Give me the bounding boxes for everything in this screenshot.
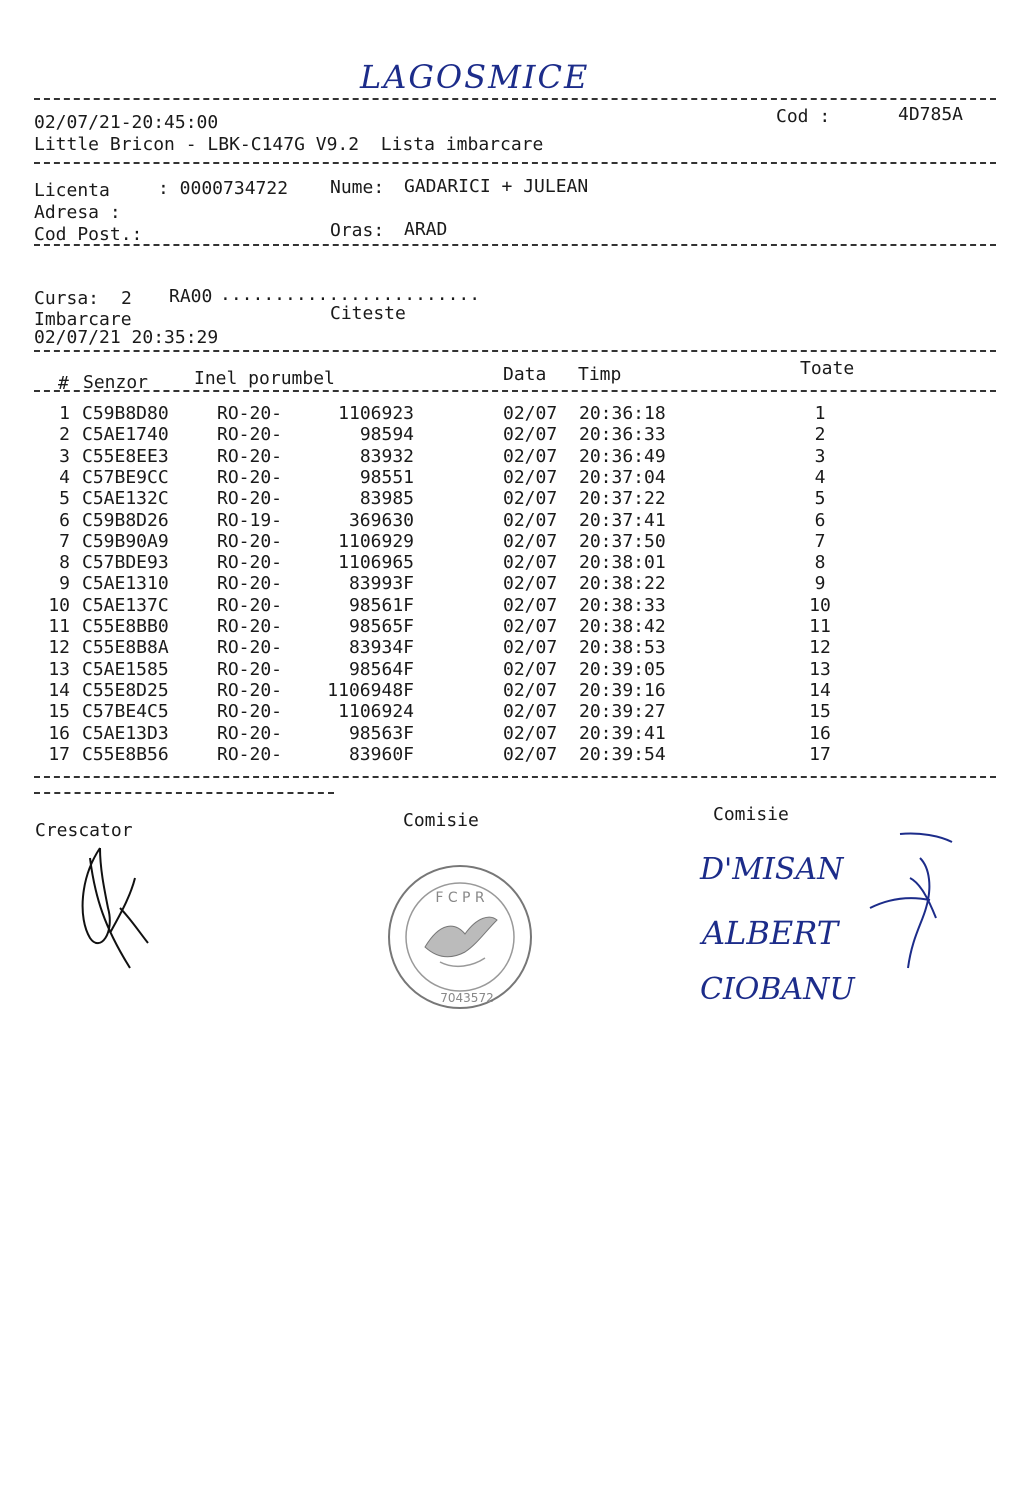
row-number: 17 bbox=[48, 744, 70, 765]
overall-rank: 9 bbox=[814, 573, 826, 594]
cursa-value: 2 bbox=[121, 288, 132, 309]
overall-rank: 1 bbox=[814, 403, 826, 424]
ring-prefix: RO-20- bbox=[217, 723, 283, 744]
divider bbox=[34, 244, 996, 246]
table-row bbox=[34, 488, 996, 509]
row-number: 1 bbox=[59, 403, 70, 424]
sensor-id: C5AE137C bbox=[82, 595, 169, 616]
ring-prefix: RO-20- bbox=[217, 637, 283, 658]
ring-prefix: RO-20- bbox=[217, 616, 283, 637]
cod-value: 4D785A bbox=[898, 104, 964, 125]
table-row bbox=[34, 510, 996, 531]
sensor-id: C5AE132C bbox=[82, 488, 169, 509]
table-row bbox=[34, 531, 996, 552]
divider bbox=[34, 390, 996, 392]
arrival-date: 02/07 bbox=[503, 531, 558, 552]
ring-prefix: RO-20- bbox=[217, 467, 283, 488]
row-number: 13 bbox=[48, 659, 70, 680]
licenta-value: : 0000734722 bbox=[158, 178, 289, 199]
ring-number: 1106965 bbox=[338, 552, 414, 573]
arrival-time: 20:37:22 bbox=[579, 488, 666, 509]
arrival-date: 02/07 bbox=[503, 595, 558, 616]
ring-prefix: RO-20- bbox=[217, 701, 283, 722]
row-number: 14 bbox=[48, 680, 70, 701]
overall-rank: 7 bbox=[814, 531, 826, 552]
ring-prefix: RO-20- bbox=[217, 680, 283, 701]
overall-rank: 17 bbox=[809, 744, 831, 765]
ring-prefix: RO-20- bbox=[217, 744, 283, 765]
sensor-id: C59B8D80 bbox=[82, 403, 169, 424]
divider bbox=[34, 350, 996, 352]
arrival-time: 20:39:54 bbox=[579, 744, 666, 765]
ring-prefix: RO-19- bbox=[217, 510, 283, 531]
divider bbox=[34, 792, 334, 794]
table-row bbox=[34, 403, 996, 424]
overall-rank: 6 bbox=[814, 510, 826, 531]
comisie-label-2: Comisie bbox=[713, 804, 789, 825]
comisie-label-1: Comisie bbox=[403, 810, 479, 831]
overall-rank: 16 bbox=[809, 723, 831, 744]
commission-name-3: CIOBANU bbox=[700, 972, 855, 1007]
sensor-id: C57BDE93 bbox=[82, 552, 169, 573]
arrival-time: 20:38:22 bbox=[579, 573, 666, 594]
table-row bbox=[34, 616, 996, 637]
overall-rank: 2 bbox=[814, 424, 826, 445]
arrival-time: 20:36:18 bbox=[579, 403, 666, 424]
divider bbox=[34, 162, 996, 164]
sensor-id: C57BE4C5 bbox=[82, 701, 169, 722]
row-number: 3 bbox=[59, 446, 70, 467]
arrival-date: 02/07 bbox=[503, 659, 558, 680]
ring-prefix: RO-20- bbox=[217, 424, 283, 445]
stamp-bottom-text: 7043572 bbox=[440, 991, 494, 1005]
ring-number: 1106924 bbox=[338, 701, 414, 722]
oras-value: ARAD bbox=[404, 219, 448, 240]
overall-rank: 14 bbox=[809, 680, 831, 701]
divider bbox=[34, 98, 996, 100]
sensor-id: C5AE1310 bbox=[82, 573, 169, 594]
arrival-time: 20:39:41 bbox=[579, 723, 666, 744]
ring-prefix: RO-20- bbox=[217, 573, 283, 594]
row-number: 5 bbox=[59, 488, 70, 509]
row-number: 12 bbox=[48, 637, 70, 658]
ring-number: 1106923 bbox=[338, 403, 414, 424]
row-number: 9 bbox=[59, 573, 70, 594]
col-header-data: Data bbox=[503, 364, 547, 385]
col-header-inel: Inel porumbel bbox=[194, 368, 335, 389]
ring-number: 98594 bbox=[359, 424, 414, 445]
row-number: 16 bbox=[48, 723, 70, 744]
arrival-date: 02/07 bbox=[503, 510, 558, 531]
arrival-time: 20:39:27 bbox=[579, 701, 666, 722]
arrival-date: 02/07 bbox=[503, 488, 558, 509]
row-number: 10 bbox=[48, 595, 70, 616]
arrival-time: 20:38:53 bbox=[579, 637, 666, 658]
ra-value: RA00 bbox=[169, 286, 213, 307]
sensor-id: C55E8BB0 bbox=[82, 616, 169, 637]
cod-post-label: Cod Post.: bbox=[34, 224, 143, 245]
row-number: 7 bbox=[59, 531, 70, 552]
oras-label: Oras: bbox=[330, 220, 385, 241]
arrival-date: 02/07 bbox=[503, 446, 558, 467]
commission-name-1: D'MISAN bbox=[700, 852, 844, 887]
arrival-time: 20:39:16 bbox=[579, 680, 666, 701]
arrival-time: 20:37:41 bbox=[579, 510, 666, 531]
row-number: 15 bbox=[48, 701, 70, 722]
commission-name-2: ALBERT bbox=[702, 914, 839, 952]
arrival-date: 02/07 bbox=[503, 403, 558, 424]
sensor-id: C5AE1740 bbox=[82, 424, 169, 445]
overall-rank: 15 bbox=[809, 701, 831, 722]
ring-number: 98551 bbox=[359, 467, 414, 488]
system-line: Little Bricon - LBK-C147G V9.2 Lista imbarcare bbox=[34, 134, 544, 155]
table-row bbox=[34, 680, 996, 701]
col-header-num: # bbox=[58, 373, 69, 394]
row-number: 4 bbox=[59, 467, 70, 488]
arrival-date: 02/07 bbox=[503, 744, 558, 765]
overall-rank: 11 bbox=[809, 616, 831, 637]
nume-label: Nume: bbox=[330, 177, 385, 198]
ring-number: 1106948F bbox=[327, 680, 414, 701]
arrival-time: 20:36:49 bbox=[579, 446, 666, 467]
ring-number: 83960F bbox=[348, 744, 414, 765]
adresa-label: Adresa : bbox=[34, 202, 121, 223]
table-row bbox=[34, 446, 996, 467]
col-header-senzor: Senzor bbox=[83, 372, 149, 393]
sensor-id: C59B90A9 bbox=[82, 531, 169, 552]
divider bbox=[34, 776, 996, 778]
overall-rank: 4 bbox=[814, 467, 826, 488]
ring-number: 98565F bbox=[348, 616, 414, 637]
arrival-date: 02/07 bbox=[503, 680, 558, 701]
sensor-id: C55E8D25 bbox=[82, 680, 169, 701]
arrival-date: 02/07 bbox=[503, 573, 558, 594]
imbarcare-datetime: 02/07/21 20:35:29 bbox=[34, 327, 219, 348]
overall-rank: 5 bbox=[814, 488, 826, 509]
ring-prefix: RO-20- bbox=[217, 488, 283, 509]
arrival-date: 02/07 bbox=[503, 552, 558, 573]
arrival-date: 02/07 bbox=[503, 637, 558, 658]
ring-number: 83985 bbox=[359, 488, 414, 509]
ring-number: 83934F bbox=[348, 637, 414, 658]
col-header-timp: Timp bbox=[578, 364, 622, 385]
crescator-signature bbox=[60, 838, 170, 978]
overall-rank: 13 bbox=[809, 659, 831, 680]
official-stamp bbox=[385, 862, 535, 1012]
table-row bbox=[34, 701, 996, 722]
ring-number: 83932 bbox=[359, 446, 414, 467]
crescator-label: Crescator bbox=[35, 820, 133, 841]
stamp-top-text: F C P R bbox=[435, 890, 485, 906]
arrival-time: 20:38:42 bbox=[579, 616, 666, 637]
overall-rank: 12 bbox=[809, 637, 831, 658]
table-row bbox=[34, 595, 996, 616]
nume-value: GADARICI + JULEAN bbox=[404, 176, 589, 197]
handwritten-title: LAGOSMICE bbox=[360, 58, 590, 96]
arrival-time: 20:39:05 bbox=[579, 659, 666, 680]
results-table bbox=[34, 403, 996, 773]
table-row bbox=[34, 467, 996, 488]
arrival-time: 20:38:01 bbox=[579, 552, 666, 573]
row-number: 11 bbox=[48, 616, 70, 637]
arrival-time: 20:38:33 bbox=[579, 595, 666, 616]
table-row bbox=[34, 744, 996, 765]
ring-number: 1106929 bbox=[338, 531, 414, 552]
arrival-time: 20:36:33 bbox=[579, 424, 666, 445]
arrival-date: 02/07 bbox=[503, 424, 558, 445]
sensor-id: C55E8B56 bbox=[82, 744, 169, 765]
arrival-date: 02/07 bbox=[503, 723, 558, 744]
ring-number: 98563F bbox=[348, 723, 414, 744]
ring-prefix: RO-20- bbox=[217, 531, 283, 552]
sensor-id: C59B8D26 bbox=[82, 510, 169, 531]
commission-signature bbox=[850, 828, 960, 978]
ring-number: 98561F bbox=[348, 595, 414, 616]
arrival-time: 20:37:04 bbox=[579, 467, 666, 488]
table-row bbox=[34, 723, 996, 744]
imbarcare-label: Imbarcare bbox=[34, 309, 132, 330]
table-row bbox=[34, 573, 996, 594]
overall-rank: 8 bbox=[814, 552, 826, 573]
overall-rank: 3 bbox=[814, 446, 826, 467]
row-number: 2 bbox=[59, 424, 70, 445]
sensor-id: C55E8B8A bbox=[82, 637, 169, 658]
ring-number: 98564F bbox=[348, 659, 414, 680]
ring-number: 83993F bbox=[348, 573, 414, 594]
table-row bbox=[34, 637, 996, 658]
col-header-toate: Toate bbox=[800, 358, 855, 379]
report-datetime: 02/07/21-20:45:00 bbox=[34, 112, 219, 133]
sensor-id: C5AE1585 bbox=[82, 659, 169, 680]
citeste-label: Citeste bbox=[330, 303, 406, 324]
ring-prefix: RO-20- bbox=[217, 403, 283, 424]
table-row bbox=[34, 552, 996, 573]
table-row bbox=[34, 659, 996, 680]
ring-prefix: RO-20- bbox=[217, 595, 283, 616]
cod-label: Cod : bbox=[776, 106, 831, 127]
sensor-id: C55E8EE3 bbox=[82, 446, 169, 467]
sensor-id: C57BE9CC bbox=[82, 467, 169, 488]
ring-prefix: RO-20- bbox=[217, 552, 283, 573]
arrival-date: 02/07 bbox=[503, 616, 558, 637]
row-number: 6 bbox=[59, 510, 70, 531]
licenta-label: Licenta bbox=[34, 180, 110, 201]
overall-rank: 10 bbox=[809, 595, 831, 616]
arrival-date: 02/07 bbox=[503, 701, 558, 722]
sensor-id: C5AE13D3 bbox=[82, 723, 169, 744]
table-row bbox=[34, 424, 996, 445]
arrival-date: 02/07 bbox=[503, 467, 558, 488]
ring-prefix: RO-20- bbox=[217, 659, 283, 680]
arrival-time: 20:37:50 bbox=[579, 531, 666, 552]
cursa-label: Cursa: bbox=[34, 288, 100, 309]
ring-prefix: RO-20- bbox=[217, 446, 283, 467]
row-number: 8 bbox=[59, 552, 70, 573]
dotted-leader: ........................ bbox=[220, 284, 481, 305]
ring-number: 369630 bbox=[348, 510, 414, 531]
